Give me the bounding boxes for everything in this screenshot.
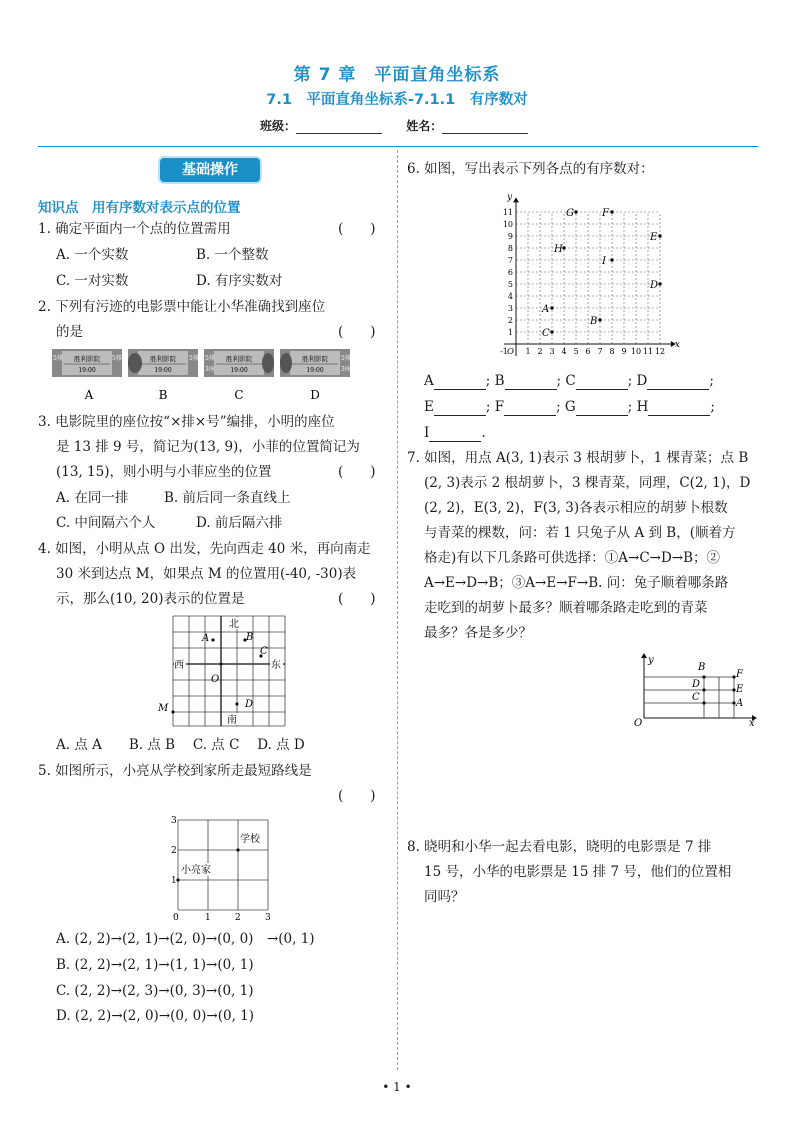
q5-y-tick-2: 2 [171, 846, 177, 856]
name-label: 姓名： [406, 119, 443, 133]
ticket-c-left-top: 5排 [205, 355, 215, 362]
point-a-dot [211, 638, 214, 641]
ticket-a-label: A [84, 388, 94, 402]
q7-line7: 走吃到的胡萝卜最多？顺着哪条路走吃到的青菜 [424, 600, 708, 616]
q6-y-arrow [513, 197, 519, 202]
q5-option-d: D. (2, 2)→(2, 0)→(0, 0)→(0, 1) [56, 1008, 255, 1024]
east-label: 东 [271, 660, 281, 671]
q5-option-b: B. (2, 2)→(2, 1)→(1, 1)→(0, 1) [56, 957, 254, 973]
q6-y-tick: 3 [507, 304, 513, 313]
q1-paren: ( ) [338, 221, 376, 237]
q6-y-tick: 6 [507, 268, 513, 277]
q6-point-g-label: G [566, 208, 574, 219]
ans-b-blank[interactable] [505, 375, 557, 390]
q7-x-label: x [749, 718, 755, 728]
class-blank[interactable] [296, 121, 382, 134]
q7-line1: 7. 如图，用点 A(3, 1)表示 3 根胡萝卜，1 棵青菜；点 B [407, 450, 749, 466]
ticket-a-right-top: 5排 [112, 355, 122, 362]
q3-option-d: D. 前后隔六排 [196, 515, 283, 531]
ticket-a-time: 19:00 [78, 367, 96, 374]
q7-y-arrow [641, 653, 647, 658]
ans-f-label: F [494, 399, 505, 415]
q2-stem-line2: 的是 [56, 324, 83, 340]
q6-point-i-dot [610, 258, 613, 261]
q5-y-tick-1: 1 [171, 876, 177, 886]
q6-point-a-label: A [542, 304, 550, 315]
q4-options: A. 点 A B. 点 B C. 点 C D. 点 D [56, 737, 305, 753]
ticket-d [280, 349, 351, 402]
q1-option-b: B. 一个整数 [196, 247, 269, 263]
south-label: 南 [227, 715, 237, 726]
ticket-c-left-bot: 3座 [205, 366, 215, 373]
student-info [260, 117, 548, 134]
q6-point-c-label: C [542, 328, 550, 339]
q6-point-f-dot [610, 210, 613, 213]
q8-line3: 同吗？ [424, 889, 465, 905]
q3-option-b: B. 前后同一条直线上 [164, 490, 291, 506]
q6-x-tick: 12 [654, 347, 666, 356]
q2-paren: ( ) [338, 324, 376, 340]
ticket-a [52, 349, 122, 402]
q5-line1: 5. 如图所示，小亮从学校到家所走最短路线是 [38, 763, 312, 779]
q8-line2: 15 号，小华的电影票是 15 排 7 号，他们的位置相 [424, 864, 732, 880]
q6-x-tick: 7 [597, 347, 603, 356]
point-m-dot [171, 710, 174, 713]
q6-stem: 6. 如图，写出表示下列各点的有序数对： [407, 161, 654, 177]
q6-y-tick: 8 [507, 244, 513, 253]
column-divider [397, 150, 398, 1070]
ticket-d-right-bot: 3座 [341, 366, 351, 373]
ans-a-label: A [424, 373, 434, 389]
ticket-d-right-top: 5排 [341, 355, 351, 362]
ticket-b-time: 19:00 [154, 367, 172, 374]
ans-i-blank[interactable] [429, 427, 481, 442]
q6-y-tick: 9 [507, 232, 513, 241]
q7-origin: O [634, 718, 643, 728]
chapter-title: 第 7 章 平面直角坐标系 [293, 65, 501, 85]
q6-y-label: y [507, 192, 513, 203]
q1-option-a: A. 一个实数 [56, 247, 129, 263]
q6-x-tick: 2 [537, 347, 543, 356]
west-label: 西 [174, 660, 184, 671]
ans-h-label: H [636, 399, 649, 415]
ticket-c-time: 19:00 [230, 367, 248, 374]
point-c-label: C [260, 646, 268, 657]
q1-stem: 1. 确定平面内一个点的位置需用 [38, 221, 231, 237]
q5-y-tick-3: 3 [171, 816, 177, 826]
q7-b-dot [702, 675, 705, 678]
q4-line2: 30 米到达点 M，如果点 M 的位置用(-40, -30)表 [56, 566, 357, 582]
q5-x-tick-1: 1 [205, 913, 211, 922]
school-dot [236, 848, 239, 851]
q6-point-b-label: B [590, 316, 598, 327]
q6-point-d-dot [658, 282, 661, 285]
ticket-a-title: 胜利影院 [74, 355, 100, 363]
q6-x-tick: -1 [500, 347, 508, 356]
q6-x-tick: 10 [630, 347, 642, 356]
q5-x-tick-2: 2 [235, 913, 241, 922]
name-blank[interactable] [442, 121, 528, 134]
q2-stem-line1: 2. 下列有污迹的电影票中能让小华准确找到座位 [38, 299, 326, 315]
ticket-b [128, 349, 199, 402]
q6-point-i-label: I [602, 256, 606, 267]
q6-y-tick: 4 [507, 292, 513, 301]
q5-paren: ( ) [338, 788, 376, 804]
q7-figure [628, 652, 758, 728]
q7-a-label: A [736, 698, 744, 709]
north-label: 北 [229, 619, 239, 630]
q5-x-tick-0: 0 [173, 913, 179, 922]
ticket-c-label: C [234, 388, 244, 402]
q6-x-tick: 1 [525, 347, 531, 356]
q7-line6: A→E→D→B；③A→E→F→B. 问：兔子顺着哪条路 [424, 575, 729, 591]
knowledge-point: 知识点 用有序数对表示点的位置 [38, 200, 241, 216]
q3-option-c: C. 中间隔六个人 [56, 515, 156, 531]
q7-c-label: C [692, 692, 700, 703]
q6-x-tick: 5 [573, 347, 579, 356]
point-d-dot [235, 702, 238, 705]
q6-x-tick: 11 [642, 347, 654, 356]
ticket-c-stain [262, 353, 274, 373]
ticket-d-stain [280, 353, 292, 373]
q2-tickets-figure [52, 349, 362, 403]
q6-point-c-dot [550, 330, 553, 333]
q7-b-label: B [698, 662, 706, 673]
q3-option-a: A. 在同一排 [56, 490, 129, 506]
ticket-b-stain [128, 353, 142, 373]
point-m-label: M [158, 703, 169, 714]
q6-point-e-dot [658, 234, 661, 237]
q6-answer-row2: E ; F ; G ; H ; [424, 399, 715, 415]
ans-f-blank[interactable] [504, 401, 556, 416]
q5-option-a: A. (2, 2)→(2, 1)→(2, 0)→(0, 0) →(0, 1) [56, 931, 315, 947]
q4-line3: 示，那么(10, 20)表示的位置是 [56, 591, 245, 607]
q6-point-b-dot [598, 318, 601, 321]
q6-y-tick: 11 [502, 208, 513, 217]
ans-e-label: E [424, 399, 434, 415]
q3-line2: 是 13 排 9 号，简记为(13, 9)，小菲的位置简记为 [56, 439, 360, 455]
q7-d-dot [702, 688, 705, 691]
q7-line3: (2, 2)，E(3, 2)，F(3, 3)各表示相应的胡萝卜根数 [424, 500, 728, 516]
q6-y-tick: 2 [507, 316, 513, 325]
q7-d-label: D [692, 679, 701, 690]
point-d-label: D [245, 699, 254, 710]
ticket-c [204, 349, 274, 402]
header-rule [38, 146, 758, 147]
q6-y-tick: 5 [507, 280, 513, 289]
q6-point-h-dot [562, 246, 565, 249]
ans-c-blank[interactable] [576, 375, 628, 390]
q8-line1: 8. 晓明和小华一起去看电影，晓明的电影票是 7 排 [407, 839, 712, 855]
q6-answer-row1: A ; B ; C ; D ; [424, 373, 714, 389]
ticket-d-label: D [310, 388, 320, 402]
q6-point-d-label: D [650, 280, 659, 291]
point-o-dot [219, 662, 222, 665]
q4-paren: ( ) [338, 591, 376, 607]
q7-line8: 最多？各是多少？ [424, 625, 532, 641]
q3-line3: (13, 15)，则小明与小菲应坐的位置 [56, 464, 272, 480]
q5-x-tick-3: 3 [265, 913, 271, 922]
q6-origin-label: O [507, 347, 514, 357]
q6-x-tick: 9 [621, 347, 627, 356]
ans-d-blank[interactable] [647, 375, 709, 390]
q6-y-tick: 1 [507, 328, 513, 337]
q6-point-a-dot [550, 306, 553, 309]
q6-point-h-label: H [554, 244, 563, 255]
ans-g-blank[interactable] [576, 401, 628, 416]
q6-y-tick: 10 [502, 220, 513, 229]
point-a-label: A [202, 633, 210, 644]
home-label: 小亮家 [181, 865, 211, 876]
ticket-c-title: 胜利影院 [226, 355, 252, 363]
ans-c-label: C [565, 373, 576, 389]
q4-grid-lines [173, 616, 285, 726]
q6-point-f-label: F [602, 208, 609, 219]
q7-y-label: y [648, 655, 654, 666]
ans-b-label: B [494, 373, 505, 389]
q5-option-c: C. (2, 2)→(2, 3)→(0, 3)→(0, 1) [56, 983, 254, 999]
class-label: 班级： [260, 119, 297, 133]
q1-option-c: C. 一对实数 [56, 273, 129, 289]
q4-grid-figure [155, 614, 295, 730]
ticket-a-left-top: 5排 [53, 355, 63, 362]
q6-x-label: x [674, 340, 680, 350]
ans-g-label: G [564, 399, 576, 415]
q7-e-label: E [736, 684, 744, 695]
q7-line5: 格走)有以下几条路可供选择：①A→C→D→B；② [424, 550, 721, 566]
section-badge: 基础操作 [160, 158, 260, 182]
q6-x-tick: 4 [561, 347, 567, 356]
ans-a-blank[interactable] [434, 375, 486, 390]
q6-points [541, 208, 662, 339]
q7-line4: 与青菜的棵数，问：若 1 只兔子从 A 到 B，(顺着方 [424, 525, 736, 541]
q6-point-e-label: E [650, 232, 658, 243]
q7-grid [644, 677, 734, 718]
ans-e-blank[interactable] [434, 401, 486, 416]
q6-point-g-dot [574, 210, 577, 213]
school-label: 学校 [240, 834, 260, 845]
q6-y-tick: 7 [507, 256, 513, 265]
ticket-b-title: 胜利影院 [150, 355, 176, 363]
q6-x-tick: 3 [549, 347, 555, 356]
ticket-d-title: 胜利影院 [302, 355, 328, 363]
q7-c-dot [702, 701, 705, 704]
ticket-d-time: 19:00 [306, 367, 324, 374]
q3-line1: 3. 电影院里的座位按“×排×号”编排，小明的座位 [38, 414, 335, 430]
section-title: 7.1 平面直角坐标系-7.1.1 有序数对 [266, 92, 528, 108]
q3-paren: ( ) [338, 464, 376, 480]
page-number: • 1 • [382, 1080, 412, 1094]
q1-option-d: D. 有序实数对 [196, 273, 283, 289]
point-b-label: B [246, 632, 254, 643]
home-dot [176, 878, 179, 881]
q4-line1: 4. 如图，小明从点 O 出发，先向西走 40 米，再向南走 [38, 541, 371, 557]
ans-h-blank[interactable] [648, 401, 710, 416]
q6-x-tick: 6 [585, 347, 591, 356]
ticket-b-label: B [158, 388, 168, 402]
q5-grid-figure [160, 812, 280, 922]
q6-ticks [500, 192, 680, 357]
q6-grid [504, 197, 676, 356]
ans-d-label: D [636, 373, 648, 389]
q7-f-label: F [736, 669, 743, 680]
point-o-label: O [211, 674, 220, 685]
q6-x-tick: 8 [609, 347, 615, 356]
ans-i-label: I [424, 425, 430, 441]
ticket-b-right-top: 5排 [189, 355, 199, 362]
q6-answer-row3: I . [424, 425, 486, 441]
q7-line2: (2, 3)表示 2 根胡萝卜，3 棵青菜，同理，C(2, 1)，D [424, 475, 751, 491]
q6-coordinate-figure [494, 186, 690, 362]
